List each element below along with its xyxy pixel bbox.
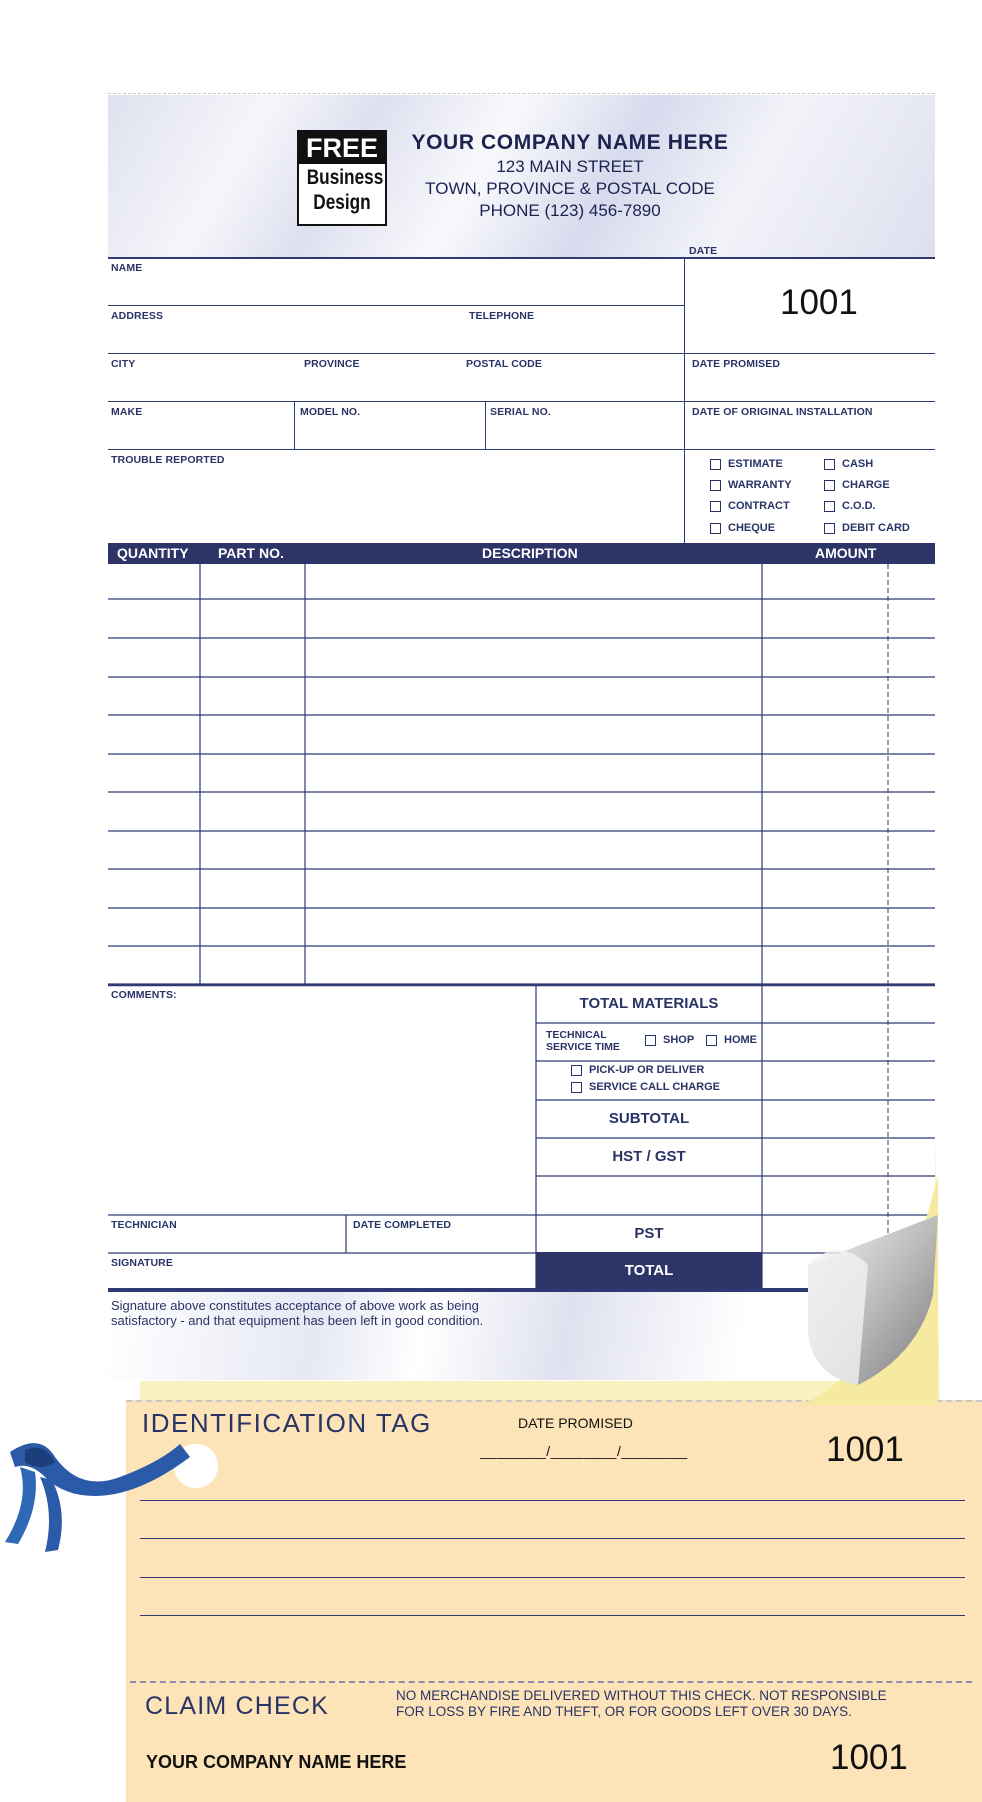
claim-check-note: NO MERCHANDISE DELIVERED WITHOUT THIS CHECK. NOT RESPONSIBLE FOR LOSS BY FIRE AND THEFT, OR FOR GOODS LEFT OVER 30 DAYS.: [396, 1688, 887, 1719]
grid-line: [108, 257, 935, 259]
telephone-label: TELEPHONE: [469, 310, 535, 322]
column-amount: AMOUNT: [815, 545, 877, 561]
option-charge[interactable]: CHARGE: [824, 479, 890, 491]
checkbox-icon: [824, 523, 835, 534]
date-promised-label: DATE PROMISED: [692, 358, 781, 370]
logo-line2: Design: [313, 191, 371, 214]
technical-text: TECHNICAL: [546, 1029, 607, 1041]
company-name: YOUR COMPANY NAME HERE: [411, 131, 729, 154]
logo-line1: Business: [306, 166, 384, 189]
technician-label: TECHNICIAN: [111, 1219, 177, 1231]
name-label: NAME: [111, 262, 143, 274]
tag-date-promised-label: DATE PROMISED: [518, 1415, 633, 1431]
page-curl-icon: [768, 1175, 938, 1405]
grid-line: [108, 353, 935, 354]
tag-line: [140, 1500, 965, 1501]
service-time-text: SERVICE TIME: [546, 1041, 620, 1053]
grid-line: [684, 257, 685, 543]
model-no-label: MODEL NO.: [300, 406, 361, 418]
option-shop[interactable]: SHOP: [645, 1034, 694, 1046]
company-street: 123 MAIN STREET: [496, 157, 644, 176]
city-label: CITY: [111, 358, 136, 370]
option-home[interactable]: HOME: [706, 1034, 757, 1046]
signature-label: SIGNATURE: [111, 1257, 173, 1269]
option-service-call[interactable]: SERVICE CALL CHARGE: [571, 1081, 720, 1093]
checkbox-icon: [706, 1035, 717, 1046]
total-label: TOTAL: [624, 1262, 674, 1279]
logo-free-text: FREE: [299, 132, 385, 164]
comments-label: COMMENTS:: [111, 989, 177, 1001]
checkbox-icon: [824, 501, 835, 512]
column-quantity: QUANTITY: [117, 545, 189, 561]
claim-company-name: YOUR COMPANY NAME HERE: [146, 1752, 407, 1772]
checkbox-icon: [710, 523, 721, 534]
tag-line: [140, 1538, 965, 1539]
checkbox-icon: [571, 1065, 582, 1076]
checkbox-icon: [645, 1035, 656, 1046]
make-label: MAKE: [111, 406, 143, 418]
checkbox-icon: [710, 459, 721, 470]
disclaimer-text: Signature above constitutes acceptance of above work as being satisfactory - and that equipment has been left in good condition.: [111, 1298, 484, 1328]
grid-line: [294, 401, 295, 449]
trouble-reported-label: TROUBLE REPORTED: [111, 454, 225, 466]
total-cell: [536, 1252, 762, 1289]
company-city: TOWN, PROVINCE & POSTAL CODE: [425, 179, 715, 198]
column-description: DESCRIPTION: [482, 545, 578, 561]
option-warranty[interactable]: WARRANTY: [710, 479, 792, 491]
technical-service-time-label: [546, 1029, 620, 1053]
tag-title: IDENTIFICATION TAG: [142, 1408, 432, 1438]
logo: [297, 130, 387, 226]
tag-line: [140, 1615, 965, 1616]
option-cheque[interactable]: CHEQUE: [710, 522, 775, 534]
column-part-no: PART NO.: [218, 545, 284, 561]
total-materials-label: TOTAL MATERIALS: [579, 995, 719, 1012]
date-label: DATE: [689, 245, 718, 257]
grid-line: [108, 305, 684, 306]
grid-line: [108, 449, 935, 450]
checkbox-icon: [824, 480, 835, 491]
option-debit-card[interactable]: DEBIT CARD: [824, 522, 910, 534]
table-header: [108, 543, 935, 564]
option-estimate[interactable]: ESTIMATE: [710, 458, 783, 470]
ribbon-icon: [0, 1432, 200, 1557]
tag-perforation: [130, 1681, 972, 1683]
checkbox-icon: [710, 501, 721, 512]
option-pickup[interactable]: PICK-UP OR DELIVER: [571, 1064, 704, 1076]
option-cod[interactable]: C.O.D.: [824, 500, 876, 512]
option-cash[interactable]: CASH: [824, 458, 873, 470]
hst-gst-label: HST / GST: [612, 1148, 686, 1165]
province-label: PROVINCE: [304, 358, 360, 370]
subtotal-label: SUBTOTAL: [608, 1110, 690, 1127]
postal-code-label: POSTAL CODE: [466, 358, 542, 370]
tag-line: [140, 1577, 965, 1578]
tag-number: 1001: [826, 1430, 904, 1469]
company-phone: PHONE (123) 456-7890: [479, 201, 661, 220]
pst-label: PST: [634, 1225, 664, 1242]
claim-number: 1001: [830, 1738, 908, 1777]
original-installation-label: DATE OF ORIGINAL INSTALLATION: [692, 406, 873, 418]
date-completed-label: DATE COMPLETED: [353, 1219, 452, 1231]
address-label: ADDRESS: [111, 310, 164, 322]
option-contract[interactable]: CONTRACT: [710, 500, 790, 512]
tag-date-blank: ________/________/________: [480, 1443, 688, 1459]
serial-no-label: SERIAL NO.: [490, 406, 551, 418]
form-number: 1001: [780, 283, 858, 322]
grid-line: [108, 401, 935, 402]
claim-check-title: CLAIM CHECK: [145, 1692, 330, 1720]
grid-line: [485, 401, 486, 449]
checkbox-icon: [710, 480, 721, 491]
checkbox-icon: [571, 1082, 582, 1093]
checkbox-icon: [824, 459, 835, 470]
